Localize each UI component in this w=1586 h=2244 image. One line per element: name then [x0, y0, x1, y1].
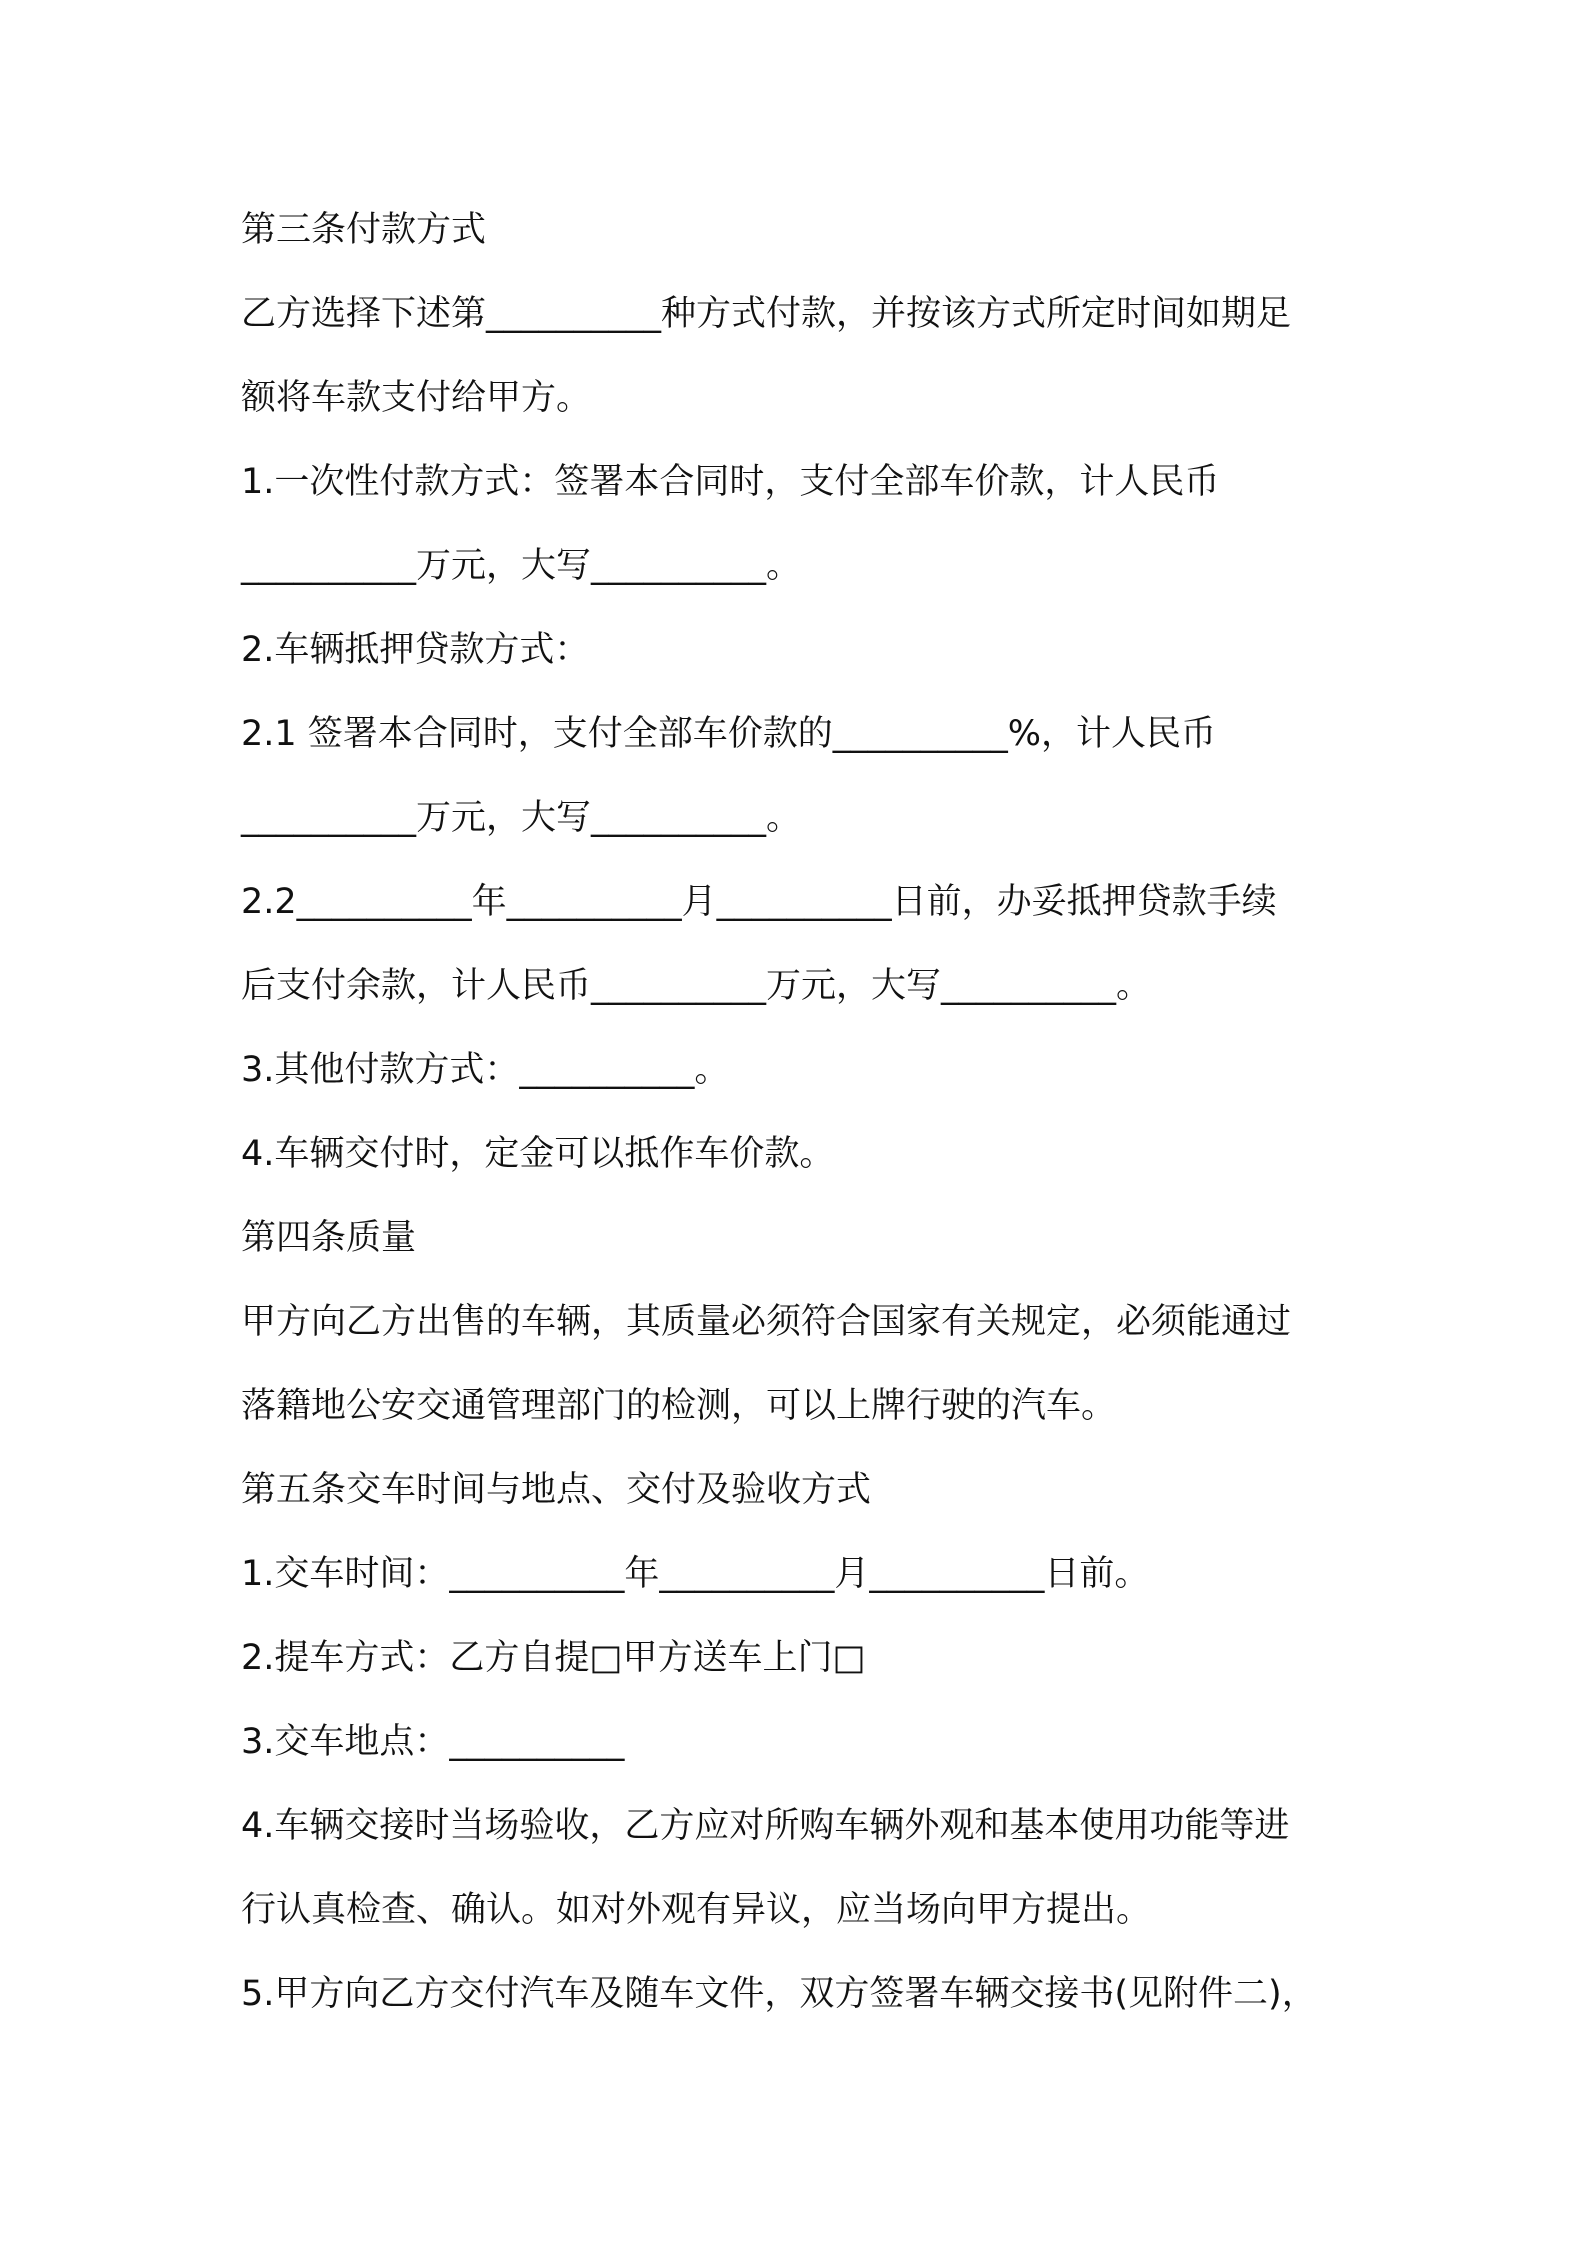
paragraph-line: 1.一次性付款方式：签署本合同时，支付全部车价款，计人民币: [241, 462, 1220, 502]
paragraph-line: 5.甲方向乙方交付汽车及随车文件，双方签署车辆交接书(见附件二)，: [241, 1974, 1317, 2014]
paragraph-line: 甲方向乙方出售的车辆，其质量必须符合国家有关规定，必须能通过: [241, 1302, 1292, 1342]
paragraph-line: 2.1 签署本合同时，支付全部车价款的__________%，计人民币: [241, 714, 1217, 754]
heading-article-5: 第五条交车时间与地点、交付及验收方式: [241, 1470, 872, 1510]
paragraph-line: 4.车辆交付时，定金可以抵作车价款。: [241, 1134, 835, 1174]
paragraph-line: 后支付余款，计人民币__________万元，大写__________。: [241, 966, 1152, 1006]
paragraph-line: 3.其他付款方式：__________。: [241, 1050, 730, 1090]
paragraph-line: 行认真检查、确认。如对外观有异议，应当场向甲方提出。: [241, 1890, 1152, 1930]
paragraph-line: __________万元，大写__________。: [241, 546, 802, 586]
paragraph-line: 落籍地公安交通管理部门的检测，可以上牌行驶的汽车。: [241, 1386, 1117, 1426]
heading-article-3: 第三条付款方式: [241, 210, 487, 250]
paragraph-line: 3.交车地点：__________: [241, 1722, 625, 1762]
paragraph-line: 乙方选择下述第__________种方式付款，并按该方式所定时间如期足: [241, 294, 1292, 334]
paragraph-line: 4.车辆交接时当场验收，乙方应对所购车辆外观和基本使用功能等进: [241, 1806, 1290, 1846]
heading-article-4: 第四条质量: [241, 1218, 417, 1258]
paragraph-line: __________万元，大写__________。: [241, 798, 802, 838]
paragraph-line: 额将车款支付给甲方。: [241, 378, 592, 418]
paragraph-line: 2.提车方式：乙方自提□甲方送车上门□: [241, 1638, 866, 1678]
paragraph-line: 2.车辆抵押贷款方式：: [241, 630, 590, 670]
paragraph-line: 2.2__________年__________月__________日前，办妥抵押贷款手续: [241, 882, 1277, 922]
paragraph-line: 1.交车时间：__________年__________月__________日前。: [241, 1554, 1150, 1594]
